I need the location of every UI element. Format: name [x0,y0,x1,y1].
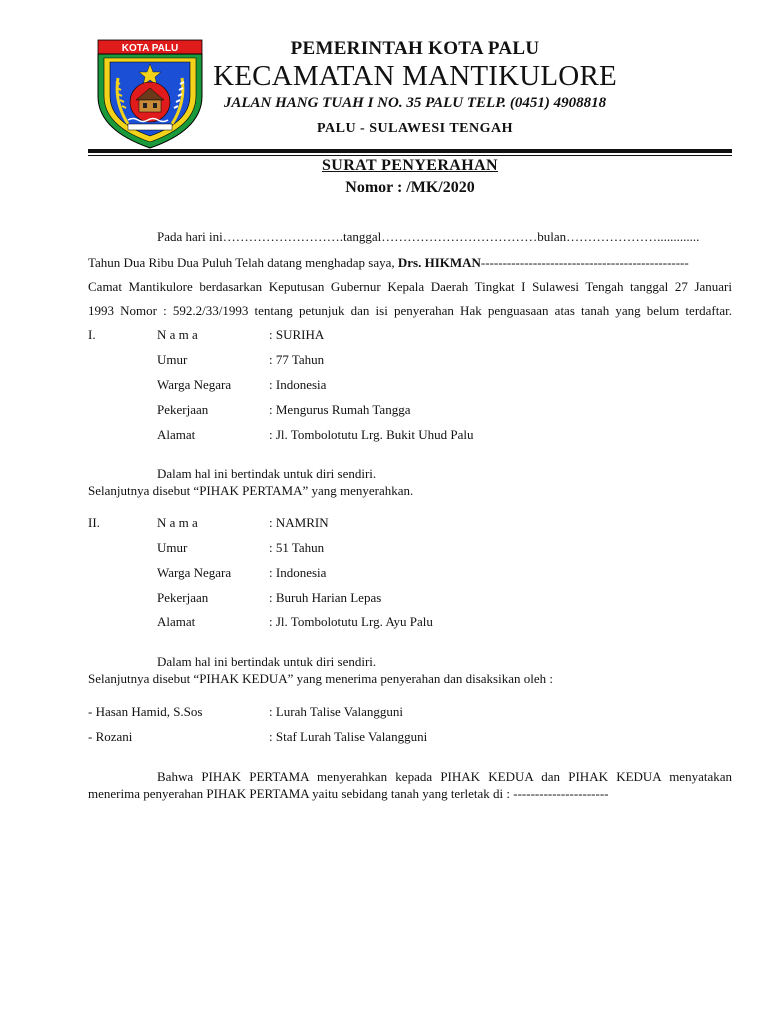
party1-citizenship-value: : Indonesia [269,377,327,392]
intro-line-2 [88,255,689,271]
header-district: KECAMATAN MANTIKULORE [213,60,617,92]
party2-name-label: N a m a [157,515,198,530]
party1-citizenship-label: Warga Negara [157,377,232,392]
party2-occupation-value: : Buruh Harian Lepas [269,590,382,605]
party1-occupation-value: : Mengurus Rumah Tangga [269,402,411,417]
intro-line-2-text: Tahun Dua Ribu Dua Puluh Telah datang menghadap saya, [88,255,395,270]
party2-occupation-label: Pekerjaan [157,590,209,605]
party1-occupation-label: Pekerjaan [157,402,209,417]
party2-name-value: : NAMRIN [269,515,329,530]
party2-note-2: Selanjutnya disebut “PIHAK KEDUA” yang menerima penyerahan dan disaksikan oleh : [88,671,553,686]
party2-address-label: Alamat [157,614,196,629]
party1-note-2: Selanjutnya disebut “PIHAK PERTAMA” yang menyerahkan. [88,483,414,498]
party2-address-value: : Jl. Tombolotutu Lrg. Ayu Palu [269,614,433,629]
party2-age-label: Umur [157,540,188,555]
closing-line-2: menerima penyerahan PIHAK PERTAMA yaitu sebidang tanah yang terletak di : ---------------------- [88,786,609,801]
party2-age-value: : 51 Tahun [269,540,325,555]
party1-age-label: Umur [157,352,188,367]
party1-roman: I. [88,327,96,342]
header-rule-thin [88,155,732,156]
intro-line-3: Camat Mantikulore berdasarkan Keputusan Gubernur Kepala Daerah Tingkat I Sulawesi Tengah tanggal 27 Januari [88,279,732,294]
witness-2-role: : Staf Lurah Talise Valangguni [269,729,428,744]
closing-line-1: Bahwa PIHAK PERTAMA menyerahkan kepada PIHAK KEDUA dan PIHAK KEDUA menyatakan [157,769,732,784]
emblem-banner-text: KOTA PALU [121,43,179,54]
witness-1-role: : Lurah Talise Valangguni [269,704,403,719]
party1-name-label: N a m a [157,327,198,342]
intro-line-2-dashes: ------------------------------------------------ [480,255,689,270]
party2-citizenship-value: : Indonesia [269,565,327,580]
party2-note-1: Dalam hal ini bertindak untuk diri sendiri. [157,654,377,669]
party2-citizenship-label: Warga Negara [157,565,232,580]
kota-palu-emblem [94,38,206,150]
header-address: JALAN HANG TUAH I NO. 35 PALU TELP. (0451) 4908818 [223,95,607,111]
party1-age-value: : 77 Tahun [269,352,325,367]
official-name: Drs. HIKMAN [397,255,481,270]
party1-note-1: Dalam hal ini bertindak untuk diri sendiri. [157,466,377,481]
party1-name-value: : SURIHA [269,327,325,342]
party2-roman: II. [88,515,100,530]
witness-2-name: - Rozani [88,729,133,744]
party1-address-value: : Jl. Tombolotutu Lrg. Bukit Uhud Palu [269,427,474,442]
intro-line-4: 1993 Nomor : 592.2/33/1993 tentang petunjuk dan isi penyerahan Hak penguasaan atas tanah yang belum terdaftar. [88,303,732,318]
document-number: Nomor : /MK/2020 [345,179,475,196]
witness-1-name: - Hasan Hamid, S.Sos [88,704,203,719]
header-city: PALU - SULAWESI TENGAH [316,121,514,136]
header-government: PEMERINTAH KOTA PALU [290,38,540,59]
intro-line-1: Pada hari ini……………………….tanggal………………………………bulan…………………............. [157,229,700,244]
document-title: SURAT PENYERAHAN [321,157,499,174]
header-rule-thick [88,149,732,153]
party1-address-label: Alamat [157,427,196,442]
